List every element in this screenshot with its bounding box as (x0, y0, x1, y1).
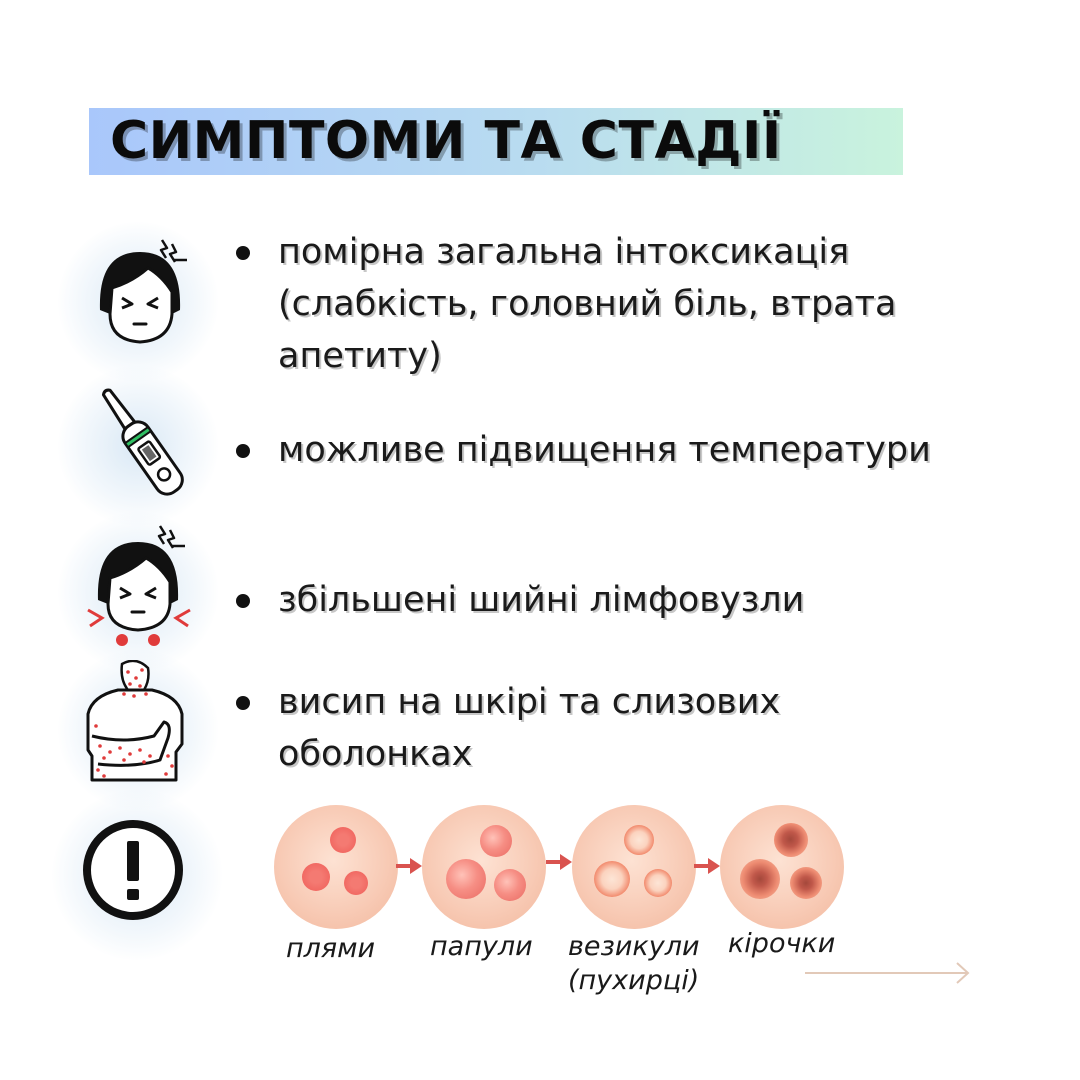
stage-label: плями (286, 933, 376, 964)
symptom-text: можливе підвищення температури (278, 430, 931, 470)
headache-face-icon (92, 232, 192, 352)
stage-arrow-icon (396, 856, 424, 876)
bullet-point (236, 594, 250, 608)
bullet-point (236, 444, 250, 458)
stage-crusts-image (720, 805, 844, 929)
symptom-item (236, 424, 956, 476)
stage-spots-image (274, 805, 398, 929)
next-arrow-icon[interactable] (803, 960, 973, 986)
bullet-point (236, 246, 250, 260)
stage-label: папули (430, 931, 533, 962)
symptom-item (236, 574, 956, 626)
stage-arrow-icon (694, 856, 722, 876)
thermometer-icon (90, 380, 190, 500)
symptom-item (236, 676, 956, 780)
symptom-text: помірна загальна інтоксикація (слабкість, головний біль, втрата апетиту) (278, 232, 897, 376)
symptom-item (236, 226, 956, 382)
symptom-text: висип на шкірі та слизових оболонках (278, 682, 781, 774)
stage-arrow-icon (546, 852, 574, 872)
page-title: СИМПТОМИ ТА СТАДІЇ (110, 111, 782, 171)
stage-label: везикули (пухирці) (568, 931, 700, 996)
stage-vesicles-image (572, 805, 696, 929)
swollen-lymph-nodes-icon (84, 522, 194, 652)
skin-rash-icon (84, 660, 188, 786)
symptom-text: збільшені шийні лімфовузли (278, 580, 805, 620)
stage-papules-image (422, 805, 546, 929)
bullet-point (236, 696, 250, 710)
stage-label: кірочки (728, 928, 836, 959)
exclamation-icon (80, 817, 186, 923)
